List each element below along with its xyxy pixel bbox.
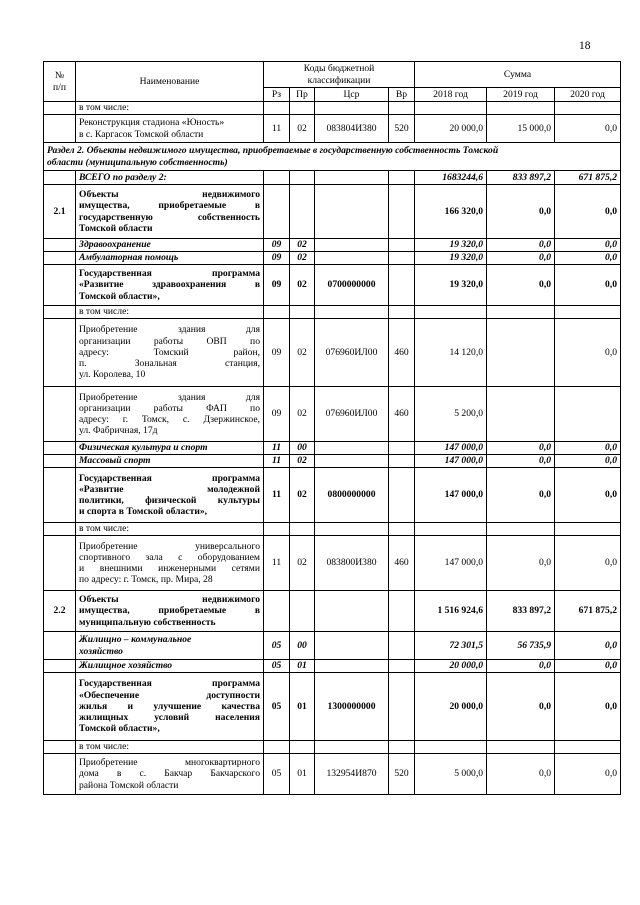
row-2018: 147 000,0	[415, 455, 487, 468]
row-rz: 11	[264, 442, 290, 455]
row-name: в том числе:	[76, 102, 264, 115]
row-2018: 19 320,0	[415, 252, 487, 265]
row-pr: 02	[290, 319, 315, 387]
row-vr: 520	[389, 115, 415, 143]
row-name: Государственная программа «Обеспечение доступности жилья и улучшение качества жилищных условий населения Томской области»,	[76, 673, 264, 741]
row-name: Приобретение универсального спортивного зала с оборудованием и внешними инженерными сетями по адресу: г. Томск, пр. Мира, 28	[76, 536, 264, 591]
table-row	[44, 673, 621, 741]
row-pr: 01	[290, 754, 315, 795]
row-csr: 132954И870	[315, 754, 389, 795]
header-rz: Рз	[264, 88, 290, 102]
table-row	[44, 442, 621, 455]
header-2018: 2018 год	[415, 88, 487, 102]
table-row	[44, 239, 621, 252]
row-2020: 0,0	[555, 265, 621, 306]
row-name: Приобретение многоквартирного дома в с. Бакчар Бакчарского района Томской области	[76, 754, 264, 795]
row-rz: 05	[264, 632, 290, 660]
row-2019: 0,0	[487, 673, 555, 741]
row-name: в том числе:	[76, 741, 264, 754]
table-row	[44, 102, 621, 115]
row-num: 2.1	[44, 185, 76, 239]
row-2020: 671 875,2	[555, 171, 621, 185]
row-pr: 00	[290, 632, 315, 660]
row-2019: 0,0	[487, 468, 555, 523]
row-pr: 02	[290, 239, 315, 252]
table-row	[44, 252, 621, 265]
row-csr: 083800И380	[315, 536, 389, 591]
table-row	[44, 754, 621, 795]
row-2019: 0,0	[487, 442, 555, 455]
header-row	[44, 62, 621, 88]
row-pr: 01	[290, 660, 315, 673]
row-2019: 833 897,2	[487, 591, 555, 632]
table-row	[44, 115, 621, 143]
row-pr: 02	[290, 468, 315, 523]
header-2020: 2020 год	[555, 88, 621, 102]
row-2019: 0,0	[487, 185, 555, 239]
row-2018: 72 301,5	[415, 632, 487, 660]
total-row	[44, 171, 621, 185]
row-vr: 460	[389, 319, 415, 387]
row-2018: 5 000,0	[415, 754, 487, 795]
row-name: в том числе:	[76, 306, 264, 319]
row-pr: 02	[290, 115, 315, 143]
row-name: Здравоохранение	[76, 239, 264, 252]
row-name: Объекты недвижимого имущества, приобретаемые в государственную собственность Томской области	[76, 185, 264, 239]
row-2018: 5 200,0	[415, 387, 487, 442]
row-rz: 11	[264, 468, 290, 523]
table-row	[44, 523, 621, 536]
row-2018: 14 120,0	[415, 319, 487, 387]
row-name: Амбулаторная помощь	[76, 252, 264, 265]
table-row	[44, 632, 621, 660]
row-vr: 460	[389, 536, 415, 591]
row-pr: 01	[290, 673, 315, 741]
header-sum: Сумма	[415, 62, 621, 88]
row-2020: 671 875,2	[555, 591, 621, 632]
row-name: Массовый спорт	[76, 455, 264, 468]
row-rz: 11	[264, 455, 290, 468]
header-csr: Цср	[315, 88, 389, 102]
header-2019: 2019 год	[487, 88, 555, 102]
row-csr: 076960ИЛ00	[315, 387, 389, 442]
row-rz: 05	[264, 754, 290, 795]
row-pr: 02	[290, 536, 315, 591]
row-rz: 05	[264, 660, 290, 673]
row-vr: 520	[389, 754, 415, 795]
row-csr: 076960ИЛ00	[315, 319, 389, 387]
table-row	[44, 185, 621, 239]
row-2018: 20 000,0	[415, 115, 487, 143]
row-name: Жилищно – коммунальное хозяйство	[76, 632, 264, 660]
table-row	[44, 306, 621, 319]
header-num: № п/п	[44, 62, 76, 102]
row-2019: 0,0	[487, 455, 555, 468]
row-2018: 147 000,0	[415, 536, 487, 591]
row-2018: 1 516 924,6	[415, 591, 487, 632]
row-name: Объекты недвижимого имущества, приобретаемые в муниципальную собственность	[76, 591, 264, 632]
row-2018: 19 320,0	[415, 239, 487, 252]
row-csr: 083804И380	[315, 115, 389, 143]
table-row	[44, 455, 621, 468]
row-name: Государственная программа «Развитие молодежной политики, физической культуры и спорта в Томской области»,	[76, 468, 264, 523]
row-pr: 02	[290, 265, 315, 306]
row-name: Приобретение здания для организации работы ФАП по адресу: г. Томск, с. Дзержинское, ул. Фабричная, 17д	[76, 387, 264, 442]
table-row	[44, 591, 621, 632]
page-number: 18	[579, 40, 591, 52]
table-row	[44, 265, 621, 306]
row-rz: 09	[264, 319, 290, 387]
row-2020: 0,0	[555, 115, 621, 143]
row-2020: 0,0	[555, 252, 621, 265]
row-2018: 147 000,0	[415, 468, 487, 523]
row-pr: 02	[290, 387, 315, 442]
row-2020: 0,0	[555, 468, 621, 523]
row-rz: 09	[264, 265, 290, 306]
row-num: 2.2	[44, 591, 76, 632]
row-2019: 0,0	[487, 536, 555, 591]
row-2020: 0,0	[555, 185, 621, 239]
row-csr: 1300000000	[315, 673, 389, 741]
table-row	[44, 387, 621, 442]
row-2020: 0,0	[555, 319, 621, 387]
row-csr: 0800000000	[315, 468, 389, 523]
row-name: Жилищное хозяйство	[76, 660, 264, 673]
row-pr: 02	[290, 252, 315, 265]
row-2019: 0,0	[487, 754, 555, 795]
row-2020: 0,0	[555, 632, 621, 660]
row-2020: 0,0	[555, 536, 621, 591]
row-pr: 00	[290, 442, 315, 455]
row-2019: 0,0	[487, 252, 555, 265]
row-rz: 09	[264, 239, 290, 252]
budget-table	[43, 61, 621, 795]
row-name: Государственная программа «Развитие здравоохранения в Томской области»,	[76, 265, 264, 306]
table-row	[44, 741, 621, 754]
row-2020: 0,0	[555, 442, 621, 455]
row-2019: 833 897,2	[487, 171, 555, 185]
table-row	[44, 536, 621, 591]
section-row	[44, 143, 621, 171]
row-2018: 1683244,6	[415, 171, 487, 185]
row-rz: 11	[264, 536, 290, 591]
row-name: Реконструкция стадиона «Юность» в с. Каргасок Томской области	[76, 115, 264, 143]
row-2019: 15 000,0	[487, 115, 555, 143]
row-2019: 0,0	[487, 660, 555, 673]
section-title: Раздел 2. Объекты недвижимого имущества, приобретаемые в государственную собственность Томской области (муниципальную собственность)	[44, 143, 621, 171]
row-2020: 0,0	[555, 239, 621, 252]
row-2019: 0,0	[487, 239, 555, 252]
row-name: Физическая культура и спорт	[76, 442, 264, 455]
row-2019: 56 735,9	[487, 632, 555, 660]
row-rz: 09	[264, 252, 290, 265]
table-row	[44, 468, 621, 523]
row-2018: 166 320,0	[415, 185, 487, 239]
row-2019: 0,0	[487, 265, 555, 306]
row-2018: 20 000,0	[415, 660, 487, 673]
row-2020: 0,0	[555, 673, 621, 741]
row-rz: 09	[264, 387, 290, 442]
row-vr: 460	[389, 387, 415, 442]
row-name: Приобретение здания для организации работы ОВП по адресу: Томский район, п. Зональная станция, ул. Королева, 10	[76, 319, 264, 387]
header-pr: Пр	[290, 88, 315, 102]
header-codes: Коды бюджетной классификации	[264, 62, 415, 88]
row-name: ВСЕГО по разделу 2:	[76, 171, 264, 185]
row-2018: 19 320,0	[415, 265, 487, 306]
row-2018: 147 000,0	[415, 442, 487, 455]
row-2020: 0,0	[555, 455, 621, 468]
row-pr: 02	[290, 455, 315, 468]
header-name: Наименование	[76, 62, 264, 102]
table-row	[44, 319, 621, 387]
row-2020: 0,0	[555, 754, 621, 795]
row-rz: 11	[264, 115, 290, 143]
row-2018: 20 000,0	[415, 673, 487, 741]
row-rz: 05	[264, 673, 290, 741]
row-name: в том числе:	[76, 523, 264, 536]
header-vr: Вр	[389, 88, 415, 102]
table-row	[44, 660, 621, 673]
row-2020: 0,0	[555, 660, 621, 673]
row-csr: 0700000000	[315, 265, 389, 306]
